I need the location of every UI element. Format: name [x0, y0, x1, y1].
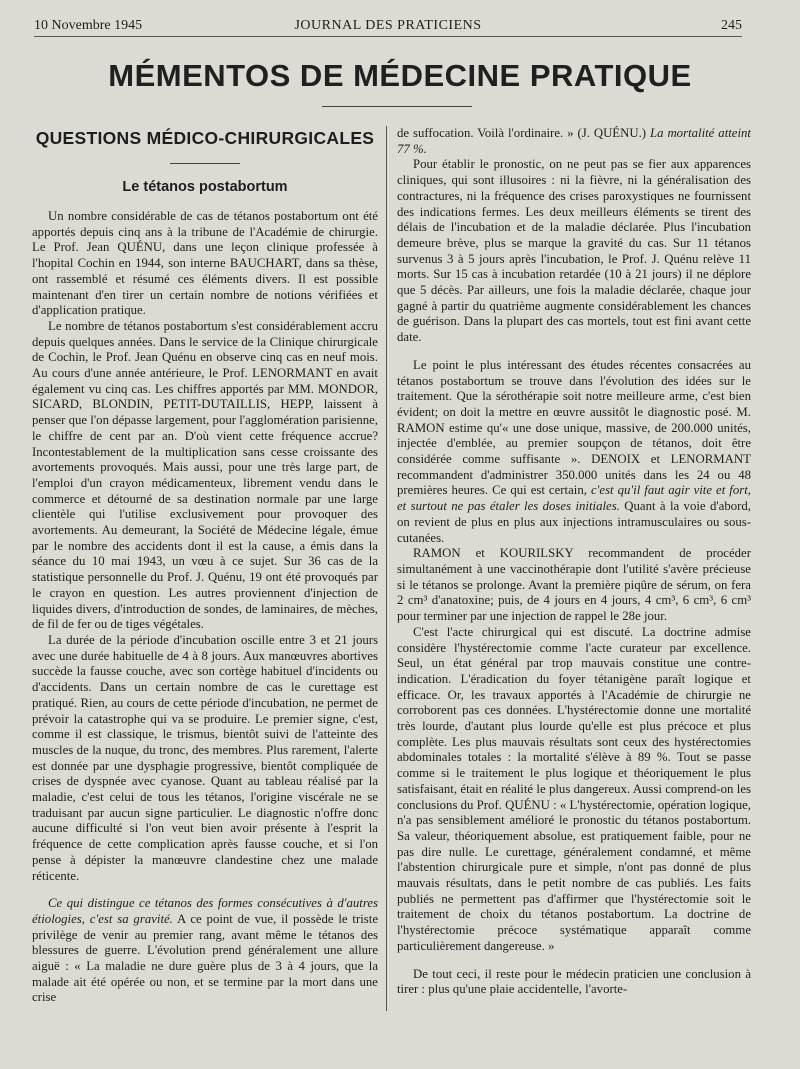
paragraph — [397, 126, 751, 157]
issue-date: 10 Novembre 1945 — [34, 18, 143, 33]
paragraph-text: Le point le plus intéressant des études récentes consacrées au tétanos postabortum se trouve dans l'évolution des idées sur le traitement. Que la sérothérapie soit notre meilleure arme, c'est bien évident; on doit la mettre en œuvre aussitôt le diagnostic posé. M. RAMON estime qu'« une dose unique, massive, de 200.000 unités, injectée d'emblée, au premier soupçon de tétanos, doit être considérée comme suffisante ». DENOIX et LENORMANT recommandent d'administrer 350.000 unités dans les 24 ou 48 premières heures. Ce qui est certain, — [397, 357, 751, 498]
title-rule — [322, 106, 472, 107]
section-title: QUESTIONS MÉDICO-CHIRURGICALES — [35, 128, 375, 148]
paragraph — [397, 358, 751, 546]
journal-name: JOURNAL DES PRATICIENS — [294, 18, 482, 33]
page-title: MÉMENTOS DE MÉDECINE PRATIQUE — [108, 58, 692, 93]
right-column — [397, 126, 751, 998]
italic-text: Ce qui distingue ce tétanos des formes consécutives à d'autres étiologies, c'est sa gravité. — [32, 896, 378, 926]
paragraph: Le nombre de tétanos postabortum s'est considérablement accru depuis quelques années. Dans le service de la Clinique chirurgicale de Cochin, le Prof. Jean Quénu en observe cinq cas en neuf mois. Au cours d'une année antérieure, le Prof. LENORMANT en avait également vu cinq cas. Les chiffres apportés par MM. MONDOR, SICARD, BLONDIN, PETIT-DUTAILLIS, HEPP, laissent à penser que l'on dépasse largement, pour l'agglomération parisienne, le chiffre de cent par an. D'où vient cette fréquence accrue? Incontestablement de la multiplication sans cesse croissante des avortements provoqués. Mais aussi, pour une très large part, de l'emploi d'un crayon médicamenteux, librement vendu dans le commerce et détourné de sa destination normale par une large clientèle qui l'utilise exclusivement pour provoquer des avortements. Au demeurant, la Société de Médecine légale, émue par le nombre des accidents dont il est la cause, a émis dans la séance du 10 mai 1943, un vœu à ce sujet. Sur 36 cas de la statistique personnelle du Prof. J. Quénu, 19 ont été provoqués par le crayon en question. Les autres proviennent d'injection de liquides divers, d'introduction de sondes, de laminaires, de mèches, de fil de fer ou de tiges végétales. — [32, 318, 378, 632]
paragraph — [32, 896, 378, 1006]
section-rule — [170, 163, 240, 164]
paragraph: La durée de la période d'incubation oscille entre 3 et 21 jours avec une durée habituelle de 4 à 8 jours. Aux manœuvres abortives succède la fausse couche, avec son cortège habituel d'incidents ou d'accidents. Dans un certain nombre de cas le curettage est pratiqué. Rien, au cours de cette période d'incubation, ne permet de prévoir la catastrophe qui va se produire. Le premier signe, c'est, comme il est classique, le trismus, bientôt suivi de l'atteinte des muscles de la nuque, du tronc, des membres. Plus rarement, l'alerte est donnée par une dysphagie progressive, bientôt compliquée de crises de dyspnée avec cyanose. Quant au tableau réalisé par la maladie, c'est celui de tous les tétanos, l'origine viscérale ne se traduisant par aucun signe particulier. Le diagnostic n'offre donc aucune difficulté si l'on veut bien avoir présente à l'esprit la fréquence de cette complication après fausse couche, et si l'on pense à dépister la manœuvre clandestine chez une malade réticente. — [32, 632, 378, 883]
paragraph: RAMON et KOURILSKY recommandent de procéder simultanément à une vaccinothérapie dont l'utilité s'avère précieuse si le tétanos se prolonge. Avant la première piqûre de sérum, on fera 2 cm³ d'anatoxine; puis, de 4 jours en 4 jours, 4 cm³, 6 cm³, 6 cm³ pour terminer par une injection de rappel le 28e jour. — [397, 546, 751, 624]
italic-text: La mortalité atteint 77 %. — [397, 126, 751, 156]
paragraph: De tout ceci, il reste pour le médecin praticien une conclusion à tirer : plus qu'une plaie accidentelle, l'avorte- — [397, 966, 751, 997]
italic-text: c'est qu'il faut agir vite et fort, et surtout ne pas étaler les doses initiales. — [397, 483, 751, 514]
column-divider — [386, 126, 387, 1011]
article-title: Le tétanos postabortum — [122, 179, 288, 195]
paragraph-text: A ce point de vue, il possède le triste privilège de venir au premier rang, avant même le tétanos des blessures de guerre. L'évolution prend généralement une allure aiguë : « La maladie ne dure guère plus de 3 à 4 jours, que la malade ait été opérée ou non, et se termine par la mort dans une crise — [32, 911, 378, 1005]
left-column — [32, 126, 378, 1006]
paragraph: Pour établir le pronostic, on ne peut pas se fier aux apparences cliniques, qui sont illusoires : ni la fièvre, ni la généralisation des contractures, ni la fréquence des crises paroxystiques ne fournissent des indications fermes. Les deux meilleurs éléments se tirent des délais de l'incubation et de la maladie déclarée. Plus l'incubation demeure brève, plus se marque la gravité du cas. Sur 11 tétanos survenus 3 à 5 jours après l'incubation, le Prof. J. Quénu relève 11 morts. Sur 15 cas à incubation retardée (10 à 21 jours) il ne déplore que 5 décès. Par ailleurs, une fois la maladie déclarée, chaque jour gagné à partir du quatrième augmente considérablement les chances de guérison. Dans la plupart des cas mortels, tout est fini avant cette date. — [397, 157, 751, 345]
paragraph: Un nombre considérable de cas de tétanos postabortum ont été apportés depuis cinq ans à la tribune de l'Académie de chirurgie. Le Prof. Jean QUÉNU, dans une leçon clinique professée à l'hopital Cochin en 1944, son interne BAUCHART, dans sa thèse, ont rassemblé et résumé ces éléments divers. Il est possible maintenant d'en tirer un certain nombre de notions vérifiées et d'application pratique. — [32, 209, 378, 318]
running-header — [34, 16, 742, 37]
page-number: 245 — [721, 18, 742, 33]
paragraph: C'est l'acte chirurgical qui est discuté. La doctrine admise considère l'hystérectomie comme l'acte curateur par excellence. Seul, un état général par trop mauvais constitue une contre-indication. L'éradication du foyer tétanigène paraît logique et efficace. Or, les travaux apportés à l'Académie de chirurgie ne corroborent pas ces données. L'hystérectomie donne une mortalité très lourde, d'autant plus lourde qu'elle est plus précoce et plus complète. Les plus mauvais résultats sont ceux des hystérectomies abdominales totales : la mortalité s'élève à 89 %. Tout se passe comme si le traitement le plus logique et théoriquement le plus satisfaisant, était en réalité le plus dangereux. Aussi comprend-on les conclusions du Prof. QUÉNU : « L'hystérectomie, opération logique, n'a pas sensiblement amélioré le pronostic du tétanos postabortum. Sa valeur, théoriquement absolue, est pratiquement faible, pour ne pas dire nulle. Le curettage, généralement condamné, et même l'abstention chirurgicale pure et simple, n'ont pas donné de plus mauvais résultats, dans le petit nombre de cas publiés. Les faits publiés ne permettent pas d'affirmer que l'hystérectomie soit le traitement de choix du tétanos postabortum. La doctrine de l'hystérectomie précoce systématique apparaît comme particulièrement dangereuse. » — [397, 624, 751, 953]
paragraph-text: de suffocation. Voilà l'ordinaire. » (J. QUÉNU.) — [397, 126, 650, 140]
paragraph-text: Quant à la voie d'abord, on revient de plus en plus aux injections intramusculaires ou sous-cutanées. — [397, 499, 752, 545]
